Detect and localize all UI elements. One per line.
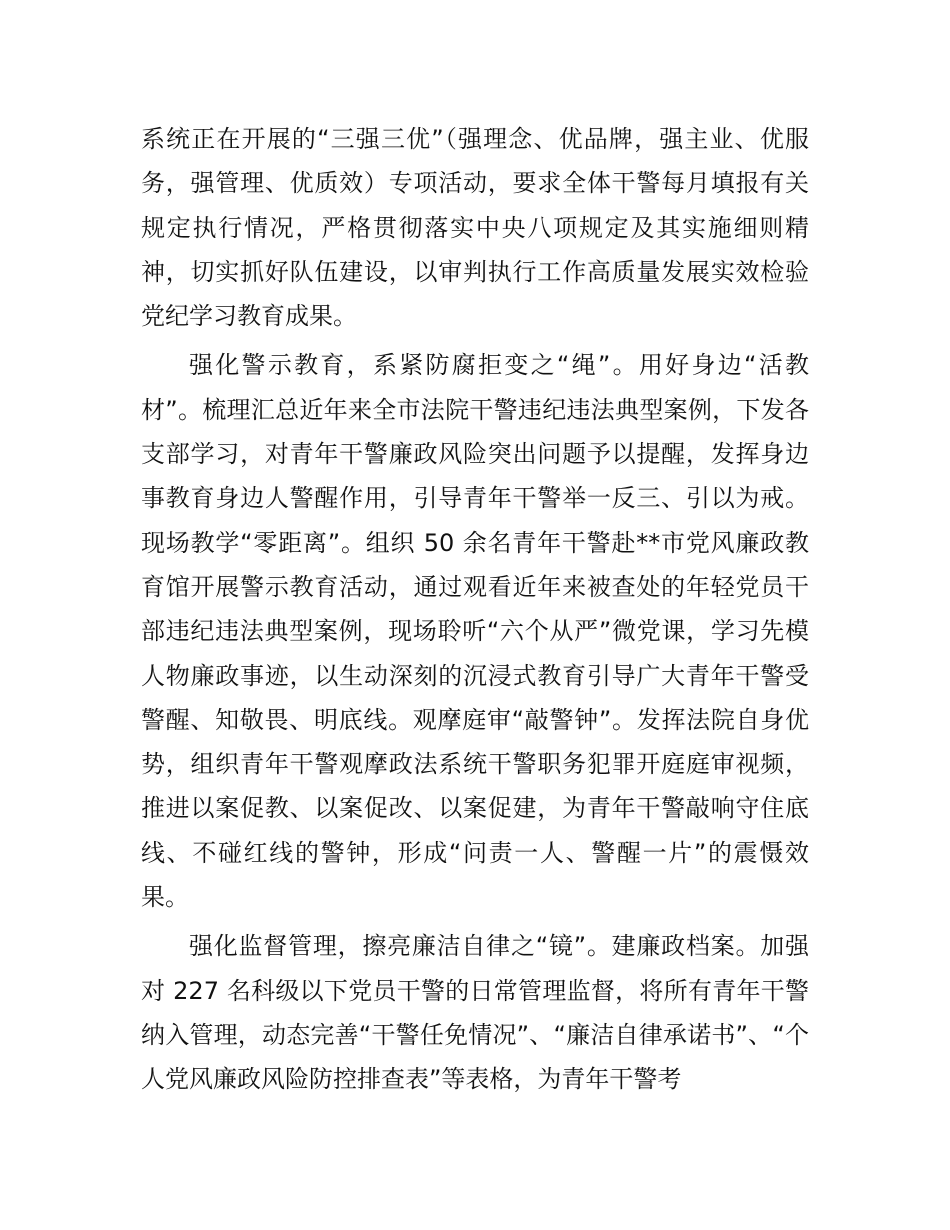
paragraph-supervision-management: 强化监督管理，擦亮廉洁自律之“镜”。建廉政档案。加强对 227 名科级以下党员干警的日常管理监督，将所有青年干警纳入管理，动态完善“干警任免情况”、“廉洁自律承诺书”、“个人党风廉政风险防控排查表”等表格，为青年干警考 (141, 932, 809, 1094)
paragraph-continuation: 系统正在开展的“三强三优”（强理念、优品牌，强主业、优服务，强管理、优质效）专项活动，要求全体干警每月填报有关规定执行情况，严格贯彻落实中央八项规定及其实施细则精神，切实抓好队伍建设，以审判执行工作高质量发展实效检验党纪学习教育成果。 (141, 125, 809, 331)
paragraph-warning-education: 强化警示教育，系紧防腐拒变之“绳”。用好身边“活教材”。梳理汇总近年来全市法院干警违纪违法典型案例，下发各支部学习，对青年干警廉政风险突出问题予以提醒，发挥身边事教育身边人警醒作用，引导青年干警举一反三、引以为戒。现场教学“零距离”。组织 50 余名青年干警赴**市党风廉政教育馆开展警示教育活动，通过观看近年来被查处的年轻党员干部违纪违法典型案例，现场聆听“六个从严”微党课，学习先模人物廉政事迹，以生动深刻的沉浸式教育引导广大青年干警受警醒、知敬畏、明底线。观摩庭审“敲警钟”。发挥法院自身优势，组织青年干警观摩政法系统干警职务犯罪开庭庭审视频，推进以案促教、以案促改、以案促建，为青年干警敲响守住底线、不碰红线的警钟，形成“问责一人、警醒一片”的震慑效果。 (141, 351, 809, 912)
document-body (141, 117, 809, 1102)
